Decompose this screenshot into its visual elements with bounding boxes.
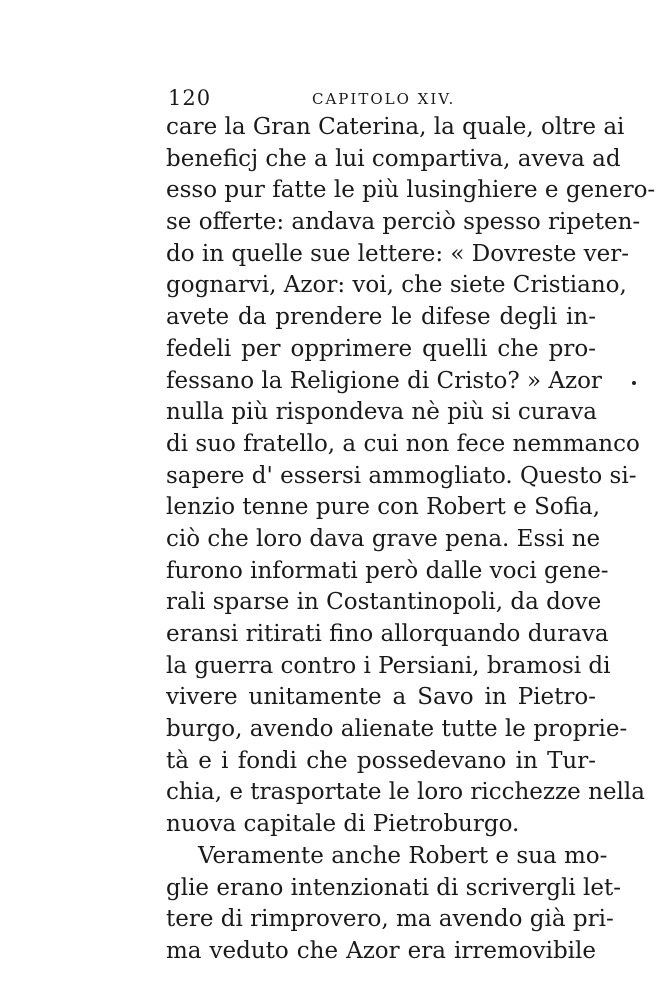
text-line: esso pur fatte le più lusinghiere e genero- [166, 177, 656, 204]
text-line: lenzio tenne pure con Robert e Sofia, [166, 494, 601, 521]
text-line: eransi ritirati fino allorquando durava [166, 621, 609, 647]
text-line: tere di rimprovero, ma avendo già pri- [166, 906, 614, 933]
text-line: avete da prendere le difese degli in- [166, 304, 596, 331]
text-line: rali sparse in Costantinopoli, da dove [166, 589, 602, 616]
page-header [168, 86, 598, 112]
text-line: furono informati però dalle voci gene- [166, 557, 609, 584]
text-line: se offerte: andava perciò spesso ripeten- [166, 209, 641, 236]
text-line: ma veduto che Azor era irremovibile [166, 937, 596, 964]
text-line: tà e i fondi che possedevano in Tur- [166, 747, 596, 774]
text-line: fedeli per opprimere quelli che pro- [166, 335, 596, 362]
text-line: fessano la Religione di Cristo? » Azor [166, 367, 602, 394]
text-line: chia, e trasportate le loro ricchezze nella [166, 779, 645, 806]
paragraph-first-line: Veramente anche Robert e sua mo- [198, 842, 608, 869]
text-line: vivere unitamente a Savo in Pietro- [166, 684, 596, 711]
text-line: gognarvi, Azor: voi, che siete Cristiano, [166, 272, 627, 299]
text-line: do in quelle sue lettere: « Dovreste ver- [166, 240, 630, 267]
text-line: ciò che loro dava grave pena. Essi ne [166, 525, 601, 552]
text-line: nulla più rispondeva nè più si curava [166, 399, 597, 426]
page-number: 120 [168, 86, 212, 110]
text-line: di suo fratello, a cui non fece nemmanco [166, 430, 640, 457]
text-line: glie erano intenzionati di scrivergli let- [166, 874, 621, 901]
text-line: burgo, avendo alienate tutte le proprie- [166, 716, 628, 743]
text-line: beneficj che a lui compartiva, aveva ad [166, 145, 621, 172]
paragraph-end-line: nuova capitale di Pietroburgo. [166, 811, 520, 838]
text-line: sapere d' essersi ammogliato. Questo si- [166, 462, 637, 489]
body-text [166, 112, 656, 968]
text-line: care la Gran Caterina, la quale, oltre ai [166, 114, 625, 140]
margin-speck [632, 381, 636, 385]
running-head: CAPITOLO XIV. [312, 90, 456, 108]
text-line: la guerra contro i Persiani, bramosi di [166, 652, 611, 679]
